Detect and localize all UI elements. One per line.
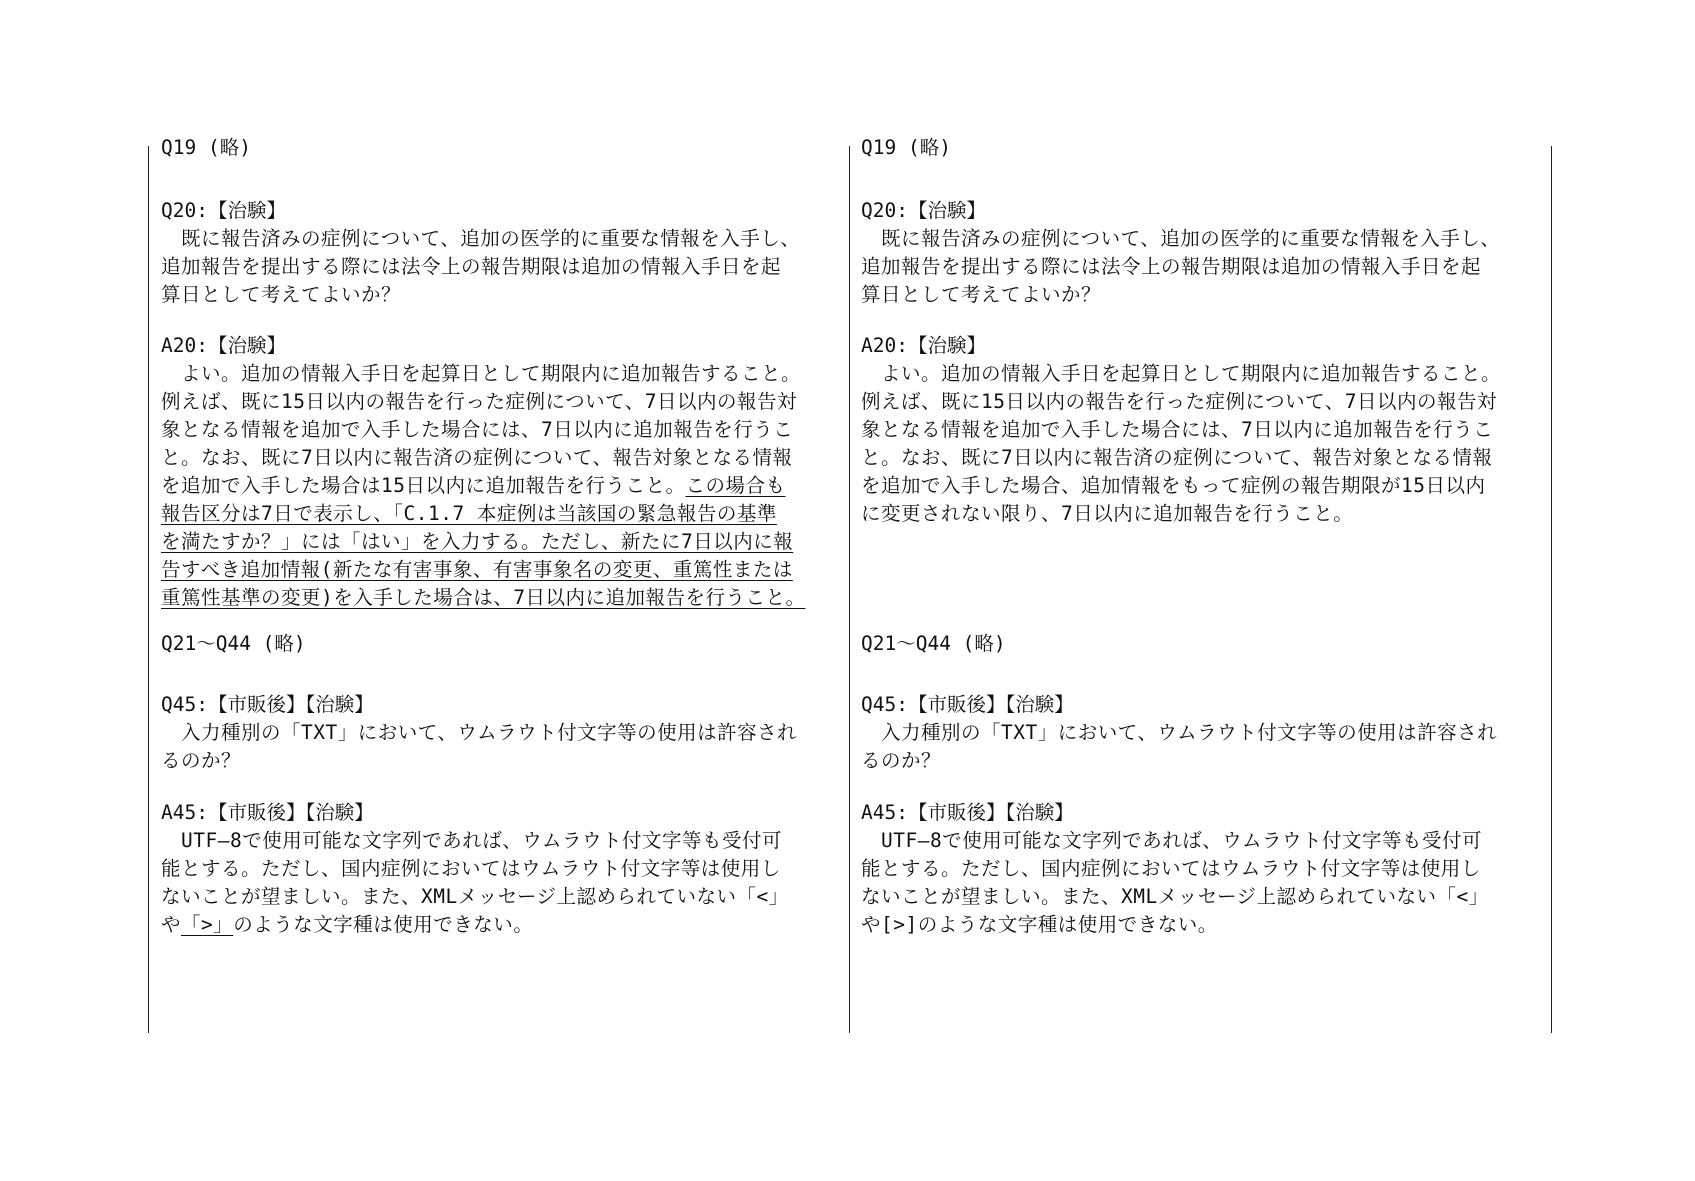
q45-line: 入力種別の「TXT」において、ウムラウト付文字等の使用は許容され [161, 721, 798, 744]
a20-heading: A20:【治験】 [861, 334, 986, 357]
q45-line: るのか？ [161, 749, 242, 772]
a45-line [161, 911, 841, 939]
a20-underlined-line: 重篤性基準の変更)を入手した場合は、7日以内に追加報告を行うこと。 [161, 586, 806, 609]
q21-44-label: Q21～Q44 (略) [861, 632, 1006, 655]
a20-underlined-line: 告すべき追加情報(新たな有害事象、有害事象名の変更、重篤性または [161, 558, 793, 581]
q45-line: るのか？ [861, 749, 942, 772]
a45-underlined-bracket: 「>」 [181, 913, 234, 936]
a20-line: を追加で入手した場合、追加情報をもって症例の報告期限が15日以内 [861, 474, 1486, 497]
a45-line: ないことが望ましい。また、XMLメッセージ上認められていない「<」 [161, 885, 789, 908]
column-divider [849, 146, 850, 1033]
q20-heading: Q20:【治験】 [161, 199, 286, 222]
q20-line: 算日として考えてよいか？ [161, 283, 402, 306]
a45-line: UTF―8で使用可能な文字列であれば、ウムラウト付文字等も受付可 [161, 829, 783, 852]
a20-line: 例えば、既に15日以内の報告を行った症例について、7日以内の報告対 [161, 390, 797, 413]
a20-section [861, 332, 1541, 528]
a20-section [161, 332, 841, 612]
q21-44-section [161, 630, 841, 658]
a45-section [861, 799, 1541, 939]
a20-line: 象となる情報を追加で入手した場合には、7日以内に追加報告を行うこ [161, 418, 794, 441]
a20-line: 例えば、既に15日以内の報告を行った症例について、7日以内の報告対 [861, 390, 1497, 413]
q20-line: 算日として考えてよいか？ [861, 283, 1102, 306]
a20-underlined-part: この場合も [685, 474, 786, 497]
q20-line: 既に報告済みの症例について、追加の医学的に重要な情報を入手し、 [861, 227, 1501, 250]
q20-section [161, 197, 841, 309]
a45-line: 能とする。ただし、国内症例においてはウムラウト付文字等は使用し [161, 857, 781, 880]
a45-last-post: のような文字種は使用できない。 [233, 913, 534, 936]
q45-heading: Q45:【市販後】【治験】 [161, 693, 374, 716]
q45-line: 入力種別の「TXT」において、ウムラウト付文字等の使用は許容され [861, 721, 1498, 744]
q20-section [861, 197, 1541, 309]
a45-line: ないことが望ましい。また、XMLメッセージ上認められていない「<」 [861, 885, 1489, 908]
a20-line-plain-part: を追加で入手した場合は15日以内に追加報告を行うこと。 [161, 474, 686, 497]
a45-last-pre: や [161, 913, 182, 936]
comparison-table [148, 136, 1552, 1033]
q20-line: 追加報告を提出する際には法令上の報告期限は追加の情報入手日を起 [861, 255, 1482, 278]
q45-section [861, 691, 1541, 775]
a45-line: 能とする。ただし、国内症例においてはウムラウト付文字等は使用し [861, 857, 1481, 880]
q20-line: 追加報告を提出する際には法令上の報告期限は追加の情報入手日を起 [161, 255, 782, 278]
a45-line: UTF―8で使用可能な文字列であれば、ウムラウト付文字等も受付可 [861, 829, 1483, 852]
a20-line: よい。追加の情報入手日を起算日として期限内に追加報告すること。 [861, 362, 1502, 385]
q21-44-section [861, 630, 1541, 658]
a45-heading: A45:【市販後】【治験】 [861, 801, 1074, 824]
q45-section [161, 691, 841, 775]
q19-section [861, 134, 1541, 162]
q20-heading: Q20:【治験】 [861, 199, 986, 222]
a20-line: と。なお、既に7日以内に報告済の症例について、報告対象となる情報 [861, 446, 1493, 469]
a20-heading: A20:【治験】 [161, 334, 286, 357]
a20-line: と。なお、既に7日以内に報告済の症例について、報告対象となる情報 [161, 446, 793, 469]
a20-line: に変更されない限り、7日以内に追加報告を行うこと。 [861, 502, 1354, 525]
q20-line: 既に報告済みの症例について、追加の医学的に重要な情報を入手し、 [161, 227, 801, 250]
a45-line: や[>]のような文字種は使用できない。 [861, 913, 1218, 936]
a45-heading: A45:【市販後】【治験】 [161, 801, 374, 824]
a20-underlined-line: 報告区分は7日で表示し、「C.1.7 本症例は当該国の緊急報告の基準 [161, 502, 777, 525]
q21-44-label: Q21～Q44 (略) [161, 632, 306, 655]
q19-label: Q19 (略) [161, 136, 251, 159]
a20-line: 象となる情報を追加で入手した場合には、7日以内に追加報告を行うこ [861, 418, 1494, 441]
a20-line [161, 472, 841, 500]
a45-section [161, 799, 841, 939]
q19-section [161, 134, 841, 162]
a20-underlined-line: を満たすか？」には「はい」を入力する。ただし、新たに7日以内に報 [161, 530, 794, 553]
q19-label: Q19 (略) [861, 136, 951, 159]
q45-heading: Q45:【市販後】【治験】 [861, 693, 1074, 716]
a20-line: よい。追加の情報入手日を起算日として期限内に追加報告すること。 [161, 362, 802, 385]
